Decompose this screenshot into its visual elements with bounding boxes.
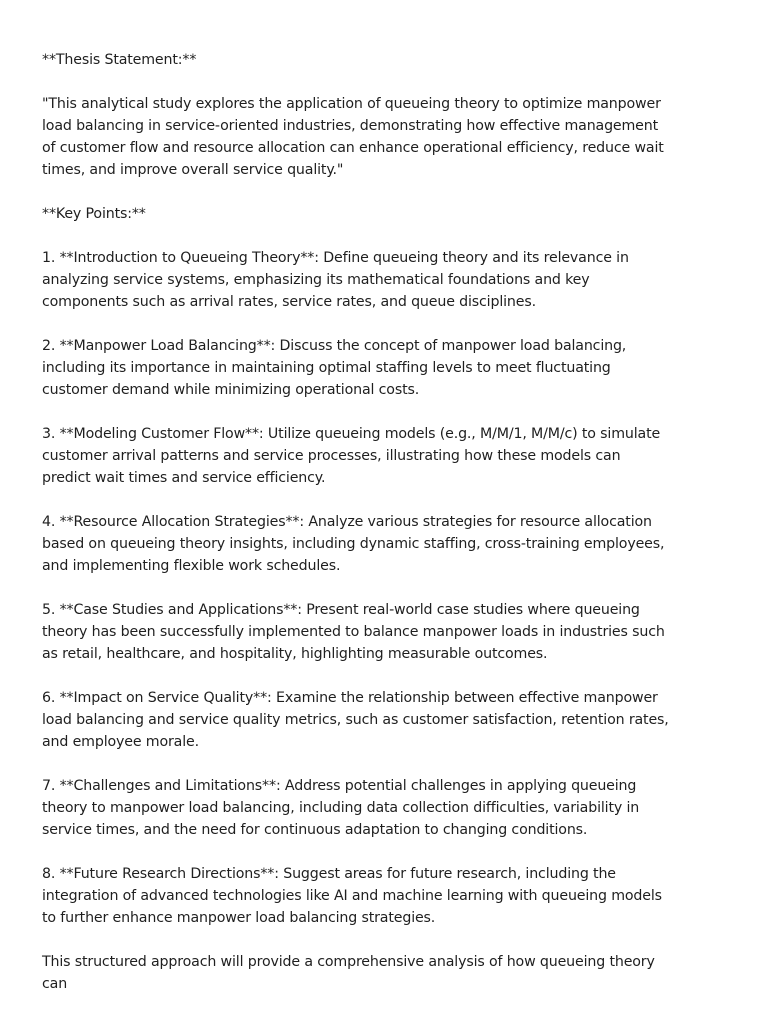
closing-text: This structured approach will provide a comprehensive analysis of how queueing theory can bbox=[42, 954, 655, 992]
thesis-text: "This analytical study explores the application of queueing theory to optimize manpower load balancing in service-oriented industries, demonstrating how effective management of customer flow and resource allocation can enhance operational efficiency, reduce wait times, and improve overall service quality." bbox=[42, 96, 664, 178]
key-point-7: 7. **Challenges and Limitations**: Address potential challenges in applying queueing theory to manpower load balancing, including data collection difficulties, variability in service times, and the need for continuous adaptation to changing conditions. bbox=[42, 778, 640, 838]
key-point-5: 5. **Case Studies and Applications**: Present real-world case studies where queueing theory has been successfully implemented to balance manpower loads in industries such as retail, healthcare, and hospitality, highlighting measurable outcomes. bbox=[42, 602, 665, 662]
thesis-heading: **Thesis Statement:** bbox=[42, 52, 197, 68]
key-point-1: 1. **Introduction to Queueing Theory**: Define queueing theory and its relevance in analyzing service systems, emphasizing its mathematical foundations and key components such as arrival rates, service rates, and queue disciplines. bbox=[42, 250, 629, 310]
document-body bbox=[42, 49, 672, 1017]
key-point-8: 8. **Future Research Directions**: Suggest areas for future research, including the integration of advanced technologies like AI and machine learning with queueing models to further enhance manpower load balancing strategies. bbox=[42, 866, 662, 926]
key-point-4: 4. **Resource Allocation Strategies**: Analyze various strategies for resource allocation based on queueing theory insights, including dynamic staffing, cross-training employees, and implementing flexible work schedules. bbox=[42, 514, 665, 574]
key-points-heading: **Key Points:** bbox=[42, 206, 146, 222]
key-point-3: 3. **Modeling Customer Flow**: Utilize queueing models (e.g., M/M/1, M/M/c) to simulate customer arrival patterns and service processes, illustrating how these models can predict wait times and service efficiency. bbox=[42, 426, 661, 486]
key-point-2: 2. **Manpower Load Balancing**: Discuss the concept of manpower load balancing, including its importance in maintaining optimal staffing levels to meet fluctuating customer demand while minimizing operational costs. bbox=[42, 338, 627, 398]
key-point-6: 6. **Impact on Service Quality**: Examine the relationship between effective manpower load balancing and service quality metrics, such as customer satisfaction, retention rates, and employee morale. bbox=[42, 690, 669, 750]
